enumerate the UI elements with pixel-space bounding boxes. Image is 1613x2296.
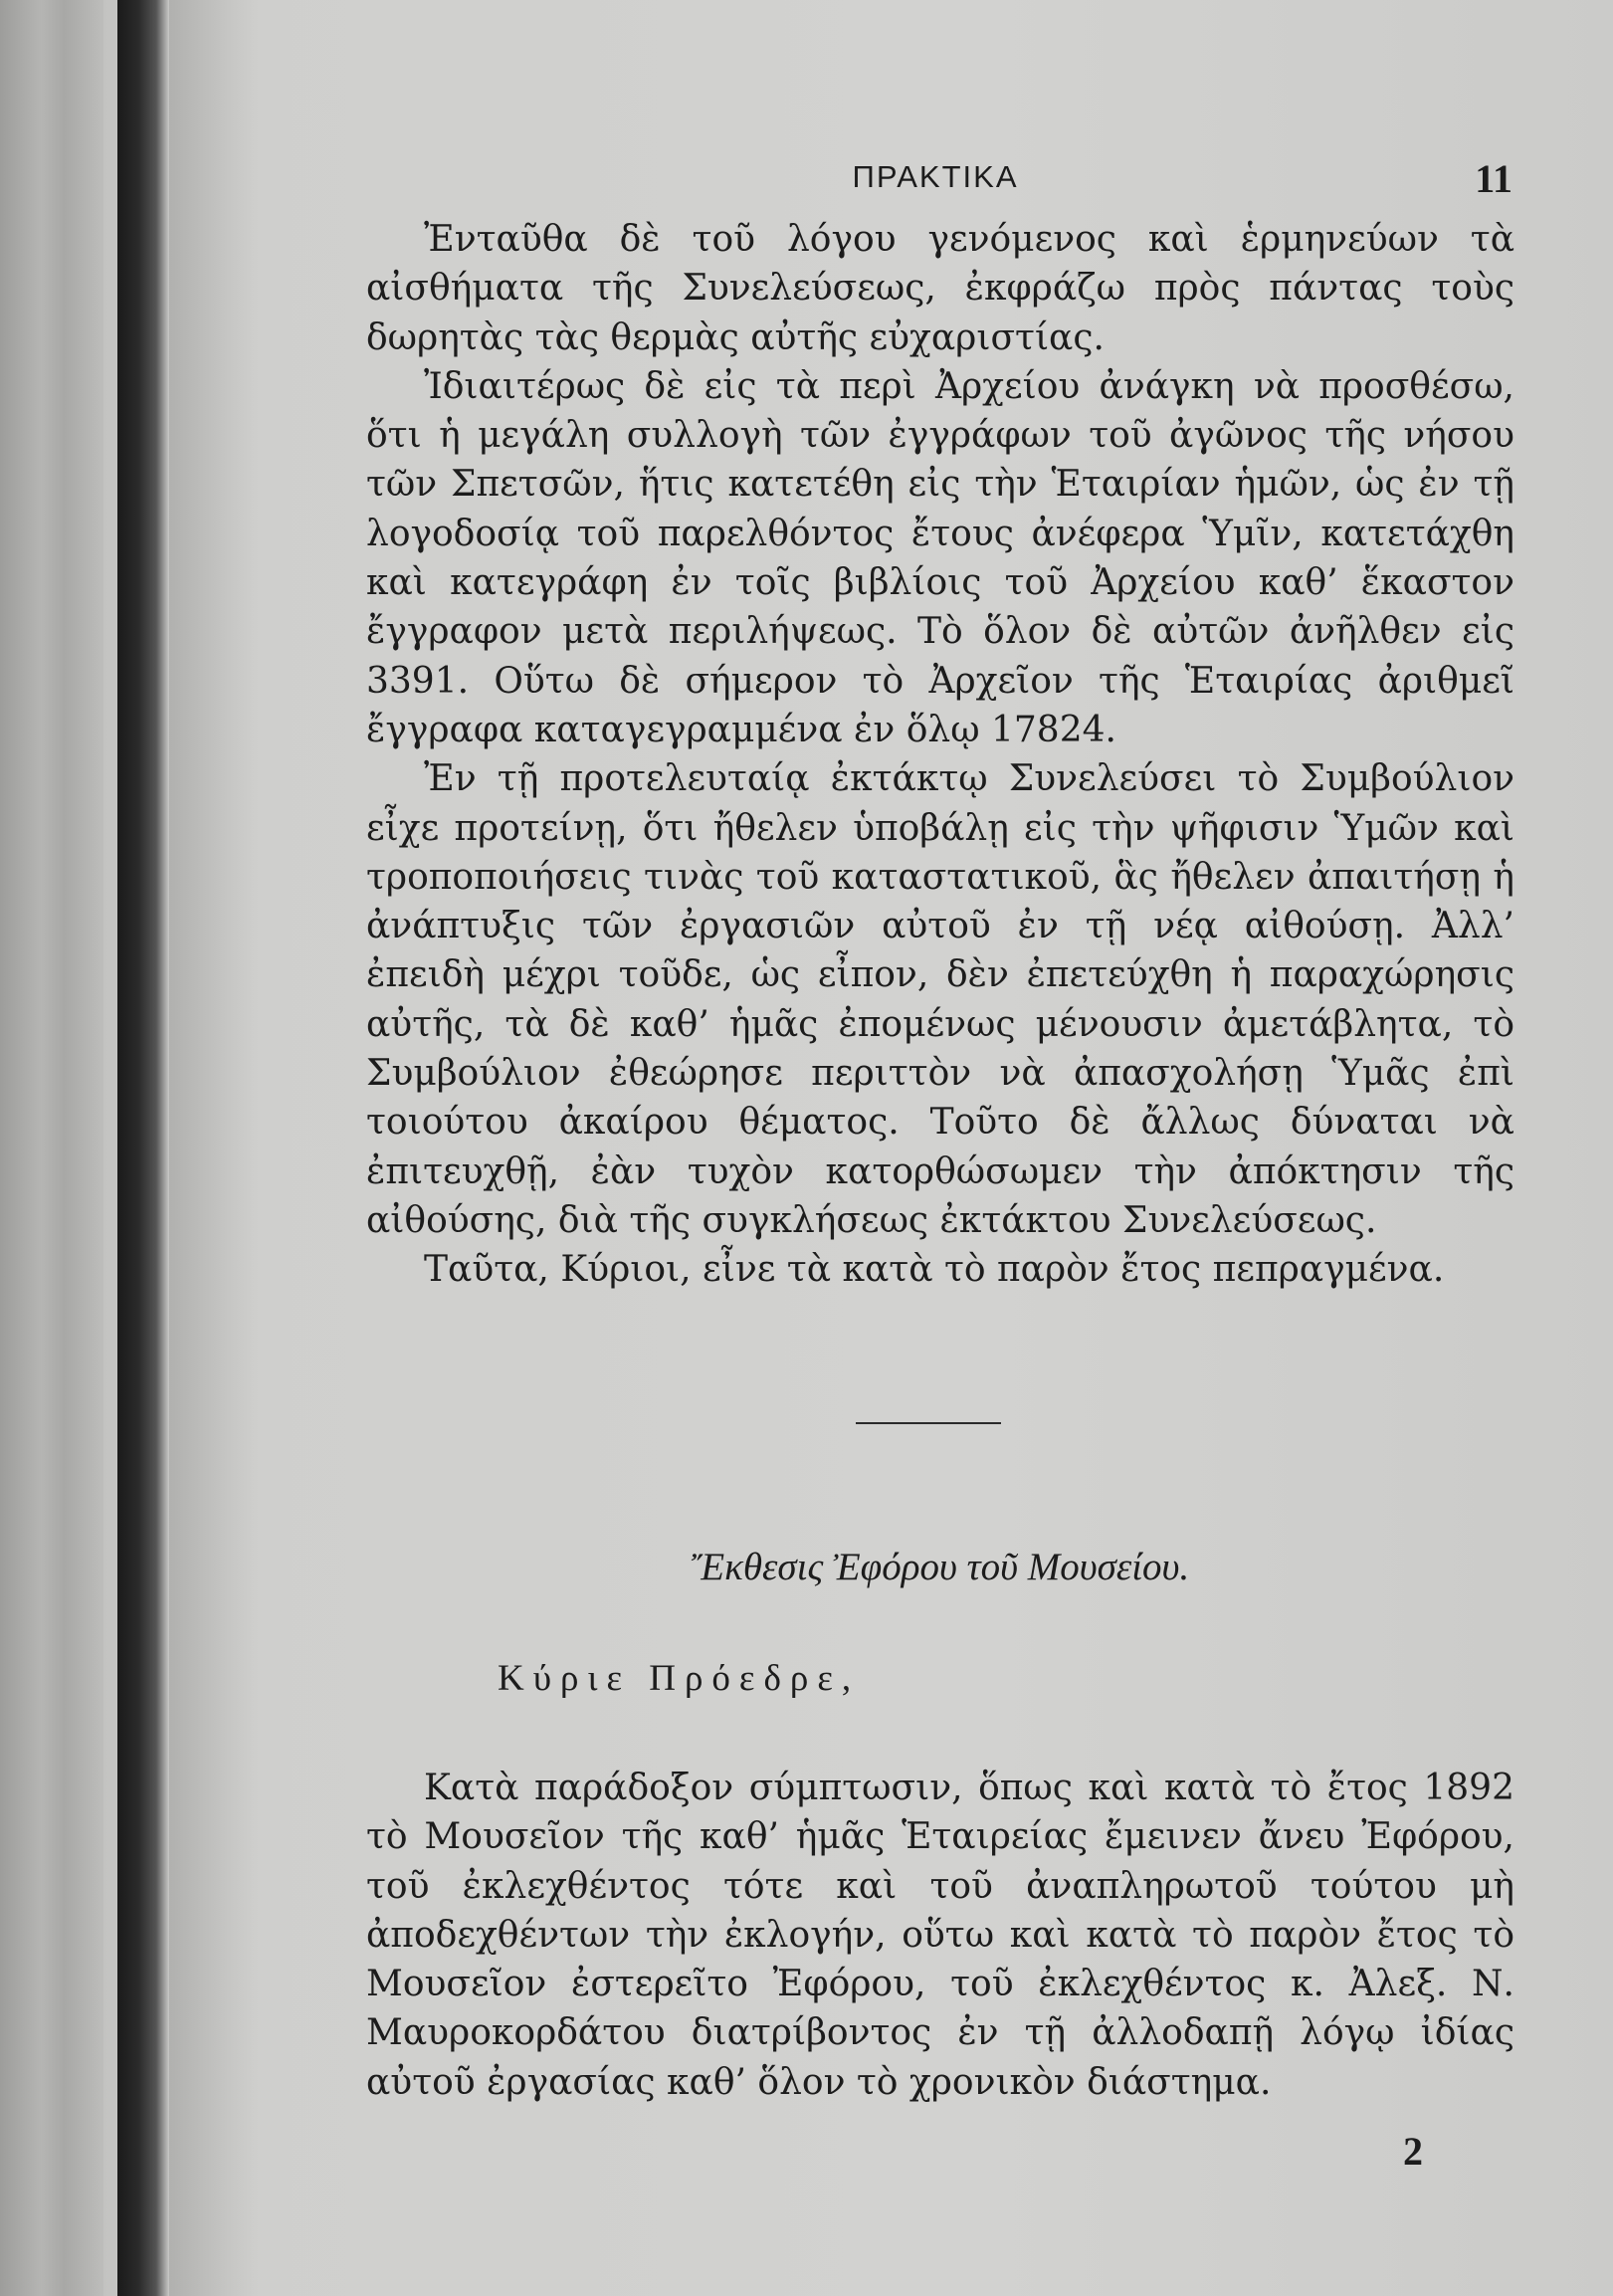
paragraph: Κατὰ παράδοξον σύμπτωσιν, ὅπως καὶ κατὰ τὸ ἔτος 1892 τὸ Μουσεῖον τῆς καθ’ ἡμᾶς Ἑταιρείας ἔμεινεν ἄνευ Ἐφόρου, τοῦ ἐκλεχθέντος τότε καὶ τοῦ ἀναπληρωτοῦ τούτου μὴ ἀποδεχθέντων τὴν ἐκλογήν, οὕτω καὶ κατὰ τὸ παρὸν ἔτος τὸ Μουσεῖον ἐστερεῖτο Ἐφόρου, τοῦ ἐκλεχθέντος κ. Ἀλεξ. Ν. Μαυροκορδάτου διατρίβοντος ἐν τῇ ἀλλοδαπῇ λόγῳ ἰδίας αὐτοῦ ἐργασίας καθ’ ὅλον τὸ χρονικὸν διάστημα. — [366, 1768, 1514, 2103]
paragraph: Ἐνταῦθα δὲ τοῦ λόγου γενόμενος καὶ ἑρμηνεύων τὰ αἰσθήματα τῆς Συνελεύσεως, ἐκφράζω πρὸς πάντας τοὺς δωρητὰς τὰς θερμὰς αὐτῆς εὐχαριστίας. — [366, 219, 1514, 358]
gutter-shade — [169, 0, 259, 2296]
paragraph: Ταῦτα, Κύριοι, εἶνε τὰ κατὰ τὸ παρὸν ἔτος πεπραγμένα. — [424, 1249, 1445, 1291]
book-gutter-shadow — [117, 0, 169, 2296]
salutation: Κύριε Πρόεδρε, — [498, 1658, 861, 1699]
section-title: Ἔκθεσις Ἐφόρου τοῦ Μουσείου. — [691, 1546, 1190, 1588]
book-binding-edge — [0, 0, 103, 2296]
signature-mark: 2 — [1403, 2129, 1423, 2174]
paragraph: Ἐν τῇ προτελευταίᾳ ἐκτάκτῳ Συνελεύσει τὸ Συμβούλιον εἶχε προτείνῃ, ὅτι ἤθελεν ὑποβάλῃ εἰς τὴν ψῆφισιν Ὑμῶν καὶ τροποποιήσεις τινὰς τοῦ καταστατικοῦ, ἃς ἤθελεν ἀπαιτήσῃ ἡ ἀνάπτυξις τῶν ἐργασιῶν αὐτοῦ ἐν τῇ νέᾳ αἰθούσῃ. Ἀλλ’ ἐπειδὴ μέχρι τοῦδε, ὡς εἶπον, δὲν ἐπετεύχθη ἡ παραχώρησις αὐτῆς, τὰ δὲ καθ’ ἡμᾶς ἐπομένως μένουσιν ἀμετάβλητα, τὸ Συμβούλιον ἐθεώρησε περιττὸν νὰ ἀπασχολήσῃ Ὑμᾶς ἐπὶ τοιούτου ἀκαίρου θέματος. Τοῦτο δὲ ἄλλως δύναται νὰ ἐπιτευχθῇ, ἐὰν τυχὸν κατορθώσωμεν τὴν ἀπόκτησιν τῆς αἰθούσης, διὰ τῆς συγκλήσεως ἐκτάκτου Συνελεύσεως. — [366, 758, 1514, 1241]
report-text — [366, 1764, 1514, 2107]
section-divider — [856, 1422, 1001, 1424]
paragraph: Ἰδιαιτέρως δὲ εἰς τὰ περὶ Ἀρχείου ἀνάγκη νὰ προσθέσω, ὅτι ἡ μεγάλη συλλογὴ τῶν ἐγγράφων τοῦ ἀγῶνος τῆς νήσου τῶν Σπετσῶν, ἥτις κατετέθη εἰς τὴν Ἑταιρίαν ἡμῶν, ὡς ἐν τῇ λογοδοσίᾳ τοῦ παρελθόντος ἔτους ἀνέφερα Ὑμῖν, κατετάχθη καὶ κατεγράφη ἐν τοῖς βιβλίοις τοῦ Ἀρχείου καθ’ ἕκαστον ἔγγραφον μετὰ περιλήψεως. Τὸ ὅλον δὲ αὐτῶν ἀνῆλθεν εἰς 3391. Οὕτω δὲ σήμερον τὸ Ἀρχεῖον τῆς Ἑταιρίας ἀριθμεῖ ἔγγραφα καταγεγραμμένα ἐν ὅλῳ 17824. — [366, 365, 1514, 750]
page-header — [358, 156, 1512, 209]
page-number: 11 — [1475, 156, 1512, 201]
running-head: ΠΡΑΚΤΙΚΑ — [852, 159, 1019, 194]
proceedings-text — [366, 215, 1514, 1295]
